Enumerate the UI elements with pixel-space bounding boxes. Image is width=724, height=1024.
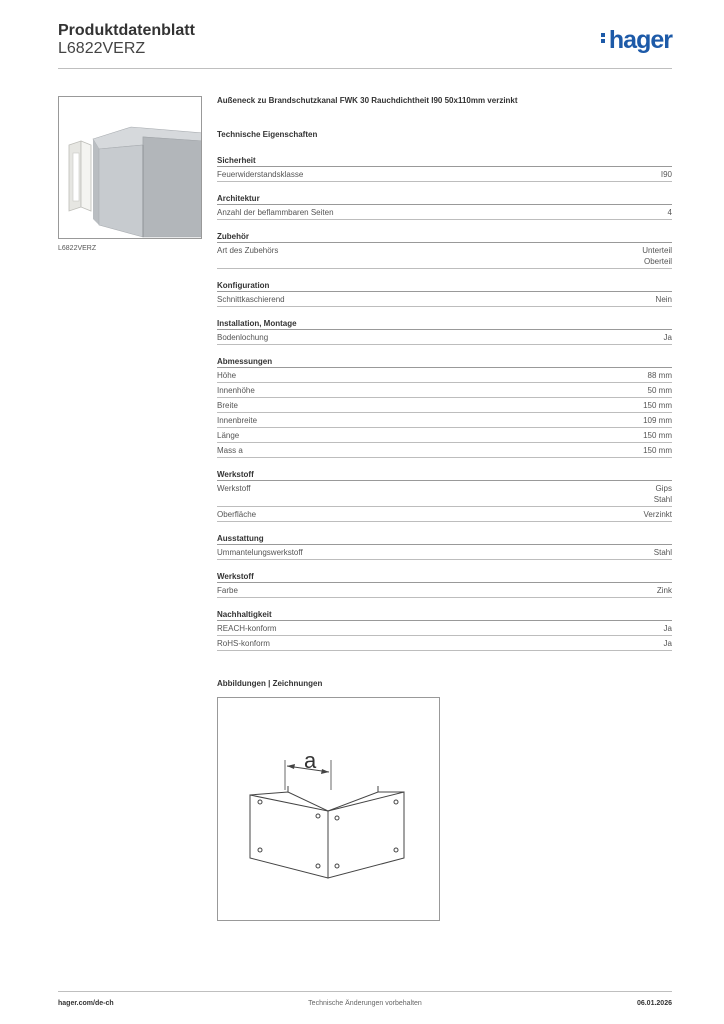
product-title: Außeneck zu Brandschutzkanal FWK 30 Rauchdichtheit I90 50x110mm verzinkt (217, 96, 518, 105)
figures-title: Abbildungen | Zeichnungen (217, 679, 323, 688)
logo-text: hager (608, 26, 672, 54)
spec-value (644, 509, 672, 520)
spec-section (217, 571, 672, 598)
document-title: Produktdatenblatt (58, 22, 195, 39)
spec-value-line: Stahl (653, 495, 672, 504)
page-footer (58, 991, 672, 1009)
section-heading: Werkstoff (217, 469, 672, 481)
spec-value (664, 623, 672, 634)
spec-row (217, 428, 672, 443)
section-heading: Installation, Montage (217, 318, 672, 330)
spec-section (217, 356, 672, 458)
section-heading: Zubehör (217, 231, 672, 243)
spec-value (643, 400, 672, 411)
spec-row (217, 330, 672, 345)
technical-properties-title: Technische Eigenschaften (217, 130, 318, 139)
section-heading: Konfiguration (217, 280, 672, 292)
spec-label: Anzahl der beflammbaren Seiten (217, 208, 334, 217)
spec-value-line: 50 mm (647, 386, 672, 395)
spec-section (217, 280, 672, 307)
corner-drawing (218, 698, 441, 922)
spec-label: Werkstoff (217, 484, 251, 493)
spec-section (217, 533, 672, 560)
spec-value-line: 4 (667, 208, 672, 217)
spec-value (654, 547, 672, 558)
spec-value (664, 332, 672, 343)
spec-section (217, 318, 672, 345)
logo-dots-icon (601, 31, 607, 45)
spec-value-line: 150 mm (643, 401, 672, 410)
spec-label: Innenbreite (217, 416, 258, 425)
spec-value (643, 415, 672, 426)
spec-value (664, 638, 672, 649)
photo-caption: L6822VERZ (58, 245, 97, 252)
spec-row (217, 443, 672, 458)
spec-section (217, 469, 672, 522)
spec-row (217, 383, 672, 398)
technical-drawing (217, 697, 440, 921)
spec-value-line: Unterteil (642, 246, 672, 255)
spec-value-line: 109 mm (643, 416, 672, 425)
spec-value (642, 245, 672, 267)
spec-row (217, 243, 672, 269)
spec-value-line: Oberteil (643, 257, 672, 266)
spec-value (648, 370, 672, 381)
spec-value-line: 150 mm (643, 431, 672, 440)
spec-row (217, 413, 672, 428)
spec-label: Bodenlochung (217, 333, 269, 342)
spec-label: REACH-konform (217, 624, 277, 633)
spec-label: Mass a (217, 446, 243, 455)
spec-label: Länge (217, 431, 240, 440)
spec-row (217, 636, 672, 651)
spec-row (217, 398, 672, 413)
spec-label: Feuerwiderstandsklasse (217, 170, 304, 179)
spec-section (217, 193, 672, 220)
spec-row (217, 481, 672, 507)
hager-logo (601, 28, 672, 53)
spec-row (217, 621, 672, 636)
section-heading: Ausstattung (217, 533, 672, 545)
specifications (217, 96, 672, 651)
spec-label: Schnittkaschierend (217, 295, 285, 304)
spec-value-line: Nein (655, 295, 672, 304)
spec-value-line: I90 (660, 170, 672, 179)
spec-label: Farbe (217, 586, 238, 595)
spec-row (217, 545, 672, 560)
footer-disclaimer: Technische Änderungen vorbehalten (308, 1000, 422, 1007)
section-heading: Sicherheit (217, 155, 672, 167)
spec-value (654, 483, 672, 505)
spec-label: Innenhöhe (217, 386, 255, 395)
section-heading: Werkstoff (217, 571, 672, 583)
spec-value (656, 294, 672, 305)
spec-section (217, 609, 672, 651)
spec-label: Breite (217, 401, 238, 410)
spec-label: Höhe (217, 371, 237, 380)
spec-value-line: Stahl (653, 548, 672, 557)
spec-value-line: 150 mm (643, 446, 672, 455)
spec-row (217, 583, 672, 598)
spec-sections (217, 155, 672, 651)
spec-value (661, 169, 672, 180)
spec-section (217, 231, 672, 269)
spec-row (217, 205, 672, 220)
section-heading: Nachhaltigkeit (217, 609, 672, 621)
spec-value (657, 585, 672, 596)
spec-value (668, 207, 672, 218)
product-photo (58, 96, 202, 239)
spec-row (217, 167, 672, 182)
spec-label: Oberfläche (217, 510, 257, 519)
spec-value (648, 385, 672, 396)
spec-value-line: Verzinkt (643, 510, 672, 519)
spec-value-line: Gips (655, 484, 672, 493)
spec-label: RoHS-konform (217, 639, 270, 648)
spec-row (217, 507, 672, 522)
spec-row (217, 292, 672, 307)
footer-website: hager.com/de-ch (58, 1000, 114, 1007)
dimension-label-a: a (304, 748, 317, 773)
spec-label: Ummantelungswerkstoff (217, 548, 303, 557)
product-photo-image (59, 97, 202, 239)
spec-value-line: Ja (663, 639, 672, 648)
section-heading: Architektur (217, 193, 672, 205)
page-header (58, 22, 672, 69)
spec-label: Art des Zubehörs (217, 246, 279, 255)
spec-value-line: 88 mm (647, 371, 672, 380)
section-heading: Abmessungen (217, 356, 672, 368)
spec-section (217, 155, 672, 182)
spec-value (643, 445, 672, 456)
spec-value-line: Zink (656, 586, 672, 595)
spec-value-line: Ja (663, 624, 672, 633)
footer-date: 06.01.2026 (636, 1000, 672, 1007)
product-code: L6822VERZ (58, 40, 146, 57)
spec-value (643, 430, 672, 441)
spec-value-line: Ja (663, 333, 672, 342)
spec-row (217, 368, 672, 383)
